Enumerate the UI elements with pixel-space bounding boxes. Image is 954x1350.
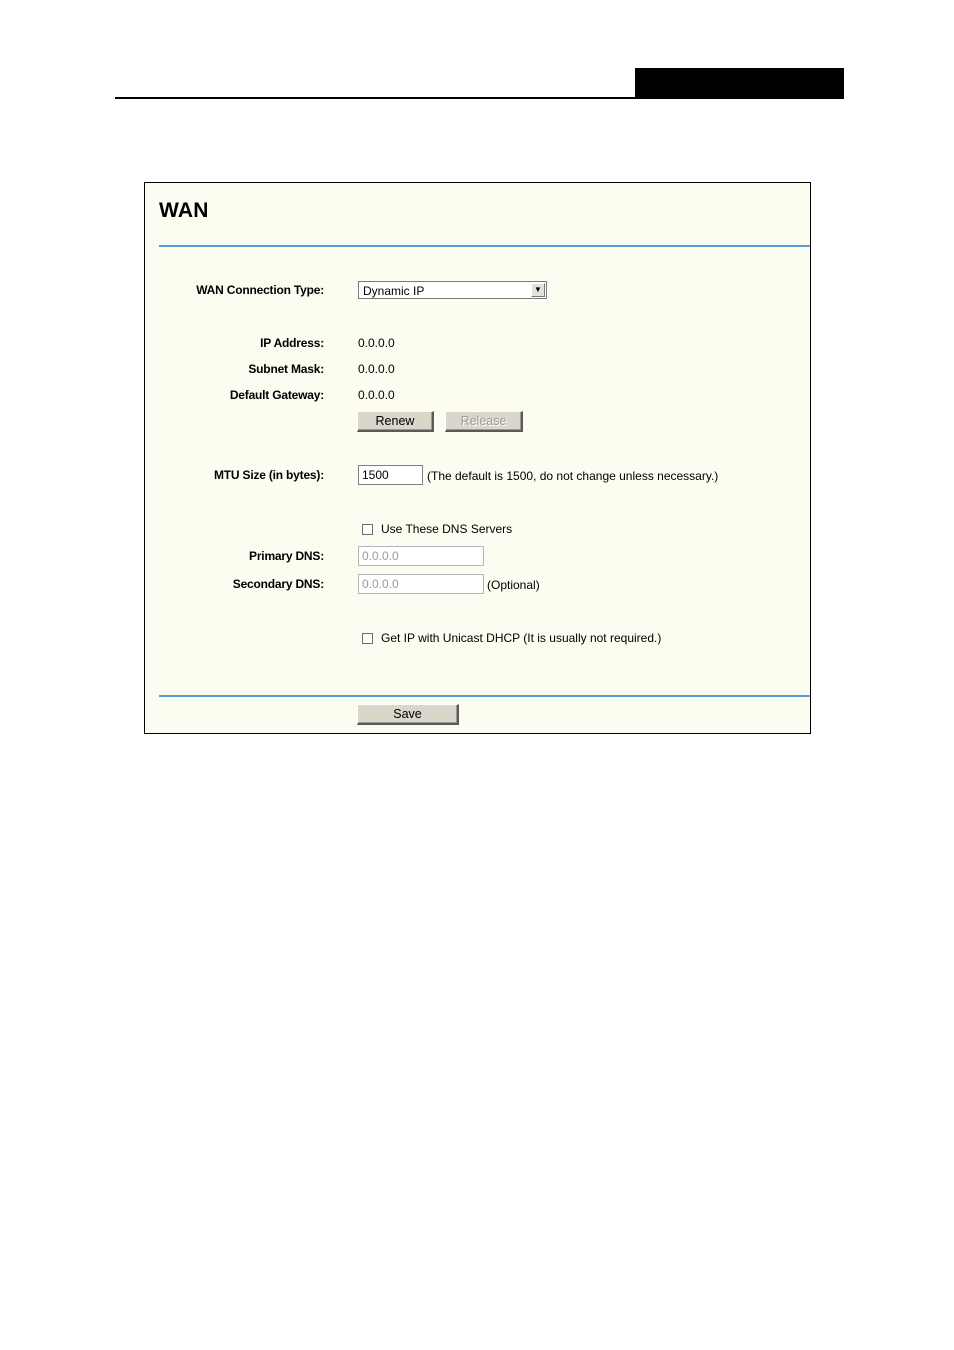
document-header-rule bbox=[115, 97, 844, 99]
mtu-size-label: MTU Size (in bytes): bbox=[213, 468, 324, 482]
subnet-mask-value: 0.0.0.0 bbox=[358, 362, 395, 376]
use-dns-checkbox[interactable] bbox=[362, 524, 373, 535]
unicast-dhcp-label: Get IP with Unicast DHCP (It is usually not required.) bbox=[381, 631, 662, 645]
wan-connection-type-label: WAN Connection Type: bbox=[196, 283, 324, 297]
primary-dns-label: Primary DNS: bbox=[249, 549, 324, 563]
optional-note: (Optional) bbox=[487, 578, 540, 592]
chevron-down-icon[interactable]: ▼ bbox=[531, 283, 545, 297]
secondary-dns-label: Secondary DNS: bbox=[232, 577, 324, 591]
use-dns-label: Use These DNS Servers bbox=[381, 522, 513, 536]
default-gateway-label: Default Gateway: bbox=[229, 388, 324, 402]
save-button[interactable]: Save bbox=[357, 704, 459, 725]
secondary-dns-input[interactable]: 0.0.0.0 bbox=[358, 574, 484, 594]
ip-address-label: IP Address: bbox=[260, 336, 324, 350]
wan-connection-type-select[interactable] bbox=[358, 281, 547, 299]
release-button[interactable]: Release bbox=[445, 411, 523, 432]
subnet-mask-label: Subnet Mask: bbox=[248, 362, 324, 376]
mtu-size-note: (The default is 1500, do not change unless necessary.) bbox=[427, 469, 719, 483]
wan-settings-panel bbox=[144, 182, 811, 734]
bottom-separator bbox=[159, 695, 810, 697]
default-gateway-value: 0.0.0.0 bbox=[358, 388, 395, 402]
document-header-block bbox=[635, 68, 844, 99]
ip-address-value: 0.0.0.0 bbox=[358, 336, 395, 350]
renew-button[interactable]: Renew bbox=[357, 411, 434, 432]
top-separator bbox=[159, 245, 810, 247]
mtu-size-input[interactable]: 1500 bbox=[358, 465, 423, 485]
wan-connection-type-value: Dynamic IP bbox=[363, 284, 425, 298]
page-title: WAN bbox=[159, 199, 209, 222]
unicast-dhcp-checkbox[interactable] bbox=[362, 633, 373, 644]
primary-dns-input[interactable]: 0.0.0.0 bbox=[358, 546, 484, 566]
